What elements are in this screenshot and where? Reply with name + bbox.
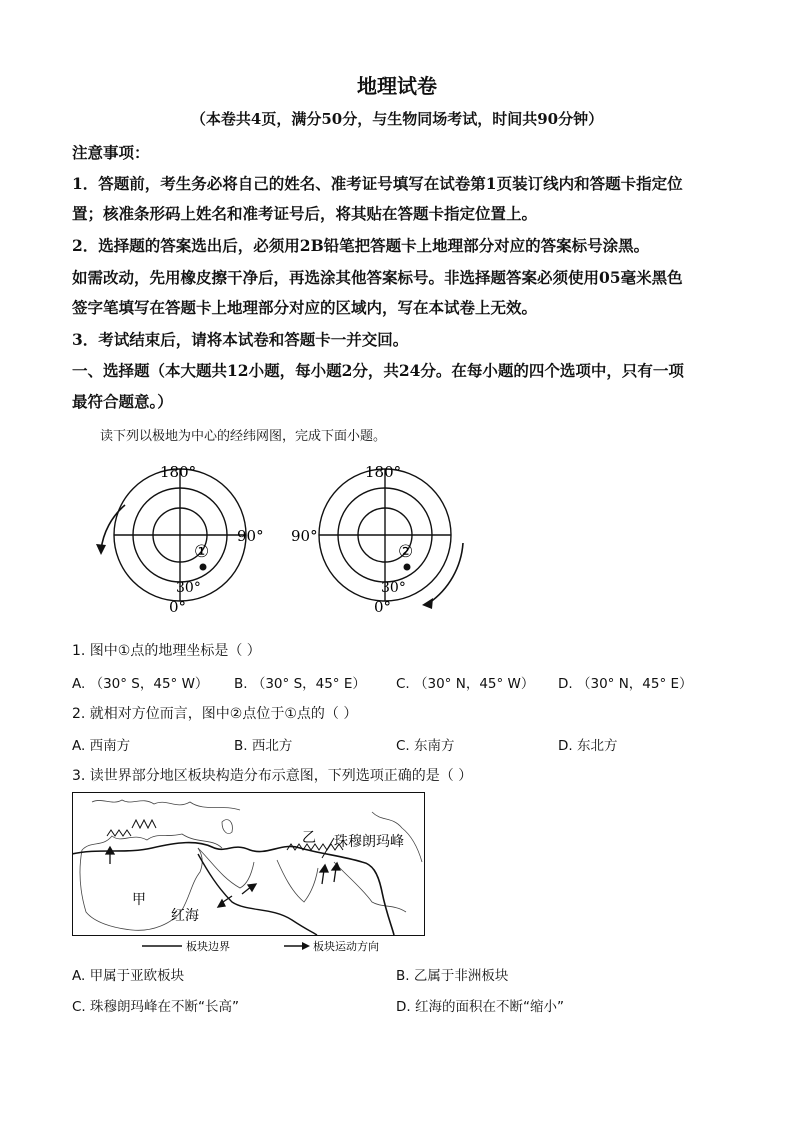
point-2-label: ② (398, 542, 414, 562)
q2-option-a[interactable]: A. 西南方 (72, 738, 131, 754)
q2-option-b[interactable]: B. 西北方 (234, 738, 293, 754)
notice-heading: 注意事项： (72, 143, 150, 162)
right-label-30: 30° (381, 580, 406, 596)
right-label-0: 0° (374, 598, 392, 616)
question-3-stem: 3. 读世界部分地区板块构造分布示意图，下列选项正确的是（ ） (72, 768, 473, 784)
q1-option-b[interactable]: B. （30° S，45° E） (234, 676, 366, 692)
section-heading-line-2: 最符合题意。） (72, 392, 173, 411)
right-label-90: 90° (291, 527, 318, 545)
map-frame (73, 793, 425, 936)
label-jia: 甲 (132, 892, 146, 908)
label-red-sea: 红海 (171, 908, 199, 924)
q2-option-c[interactable]: C. 东南方 (396, 738, 455, 754)
notice-line-6: 3．考试结束后，请将本试卷和答题卡一并交回。 (72, 330, 409, 349)
section-heading-line-1: 一、选择题（本大题共12小题，每小题2分，共24分。在每小题的四个选项中，只有一项 (72, 361, 684, 380)
notice-line-2: 置；核准条形码上姓名和准考证号后，将其贴在答题卡指定位置上。 (72, 204, 538, 223)
left-label-30: 30° (176, 580, 201, 596)
notice-line-4: 如需改动，先用橡皮擦干净后，再选涂其他答案标号。非选择题答案必须使用05毫米黑色 (72, 268, 683, 287)
q1-option-c[interactable]: C. （30° N，45° W） (396, 676, 535, 692)
left-label-90: 90° (237, 527, 264, 545)
page-subtitle: （本卷共4页，满分50分，与生物同场考试，时间共90分钟） (190, 110, 604, 128)
q3-option-c[interactable]: C. 珠穆朗玛峰在不断“长高” (72, 999, 239, 1015)
legend-boundary-label: 板块边界 (186, 940, 230, 953)
q3-option-d[interactable]: D. 红海的面积在不断“缩小” (396, 999, 564, 1015)
figure-intro: 读下列以极地为中心的经纬网图，完成下面小题。 (100, 429, 387, 444)
polar-graticule-figure (85, 455, 485, 620)
q2-option-d[interactable]: D. 东北方 (558, 738, 618, 754)
q1-option-a[interactable]: A. （30° S，45° W） (72, 676, 209, 692)
notice-line-3: 2．选择题的答案选出后，必须用2B铅笔把答题卡上地理部分对应的答案标号涂黑。 (72, 236, 650, 255)
label-everest: 珠穆朗玛峰 (334, 834, 404, 850)
left-label-0: 0° (169, 598, 187, 616)
point-1-label: ① (194, 542, 210, 562)
plate-tectonics-map (72, 792, 426, 954)
legend-motion-label: 板块运动方向 (313, 940, 379, 953)
q3-option-a[interactable]: A. 甲属于亚欧板块 (72, 968, 185, 984)
left-label-180: 180° (160, 463, 197, 481)
label-yi: 乙 (302, 830, 316, 846)
question-2-stem: 2. 就相对方位而言，图中②点位于①点的（ ） (72, 706, 358, 722)
right-label-180: 180° (365, 463, 402, 481)
q1-option-d[interactable]: D. （30° N，45° E） (558, 676, 693, 692)
point-1-marker (200, 564, 207, 571)
notice-line-1: 1．答题前，考生务必将自己的姓名、准考证号填写在试卷第1页装订线内和答题卡指定位 (72, 174, 683, 193)
question-1-stem: 1. 图中①点的地理坐标是（ ） (72, 643, 261, 659)
point-2-marker (404, 564, 411, 571)
left-polar-chart (96, 469, 246, 601)
page-title: 地理试卷 (357, 74, 437, 98)
notice-line-5: 签字笔填写在答题卡上地理部分对应的区域内，写在本试卷上无效。 (72, 298, 538, 317)
q3-option-b[interactable]: B. 乙属于非洲板块 (396, 968, 509, 984)
legend-motion-arrow-icon (302, 942, 310, 950)
